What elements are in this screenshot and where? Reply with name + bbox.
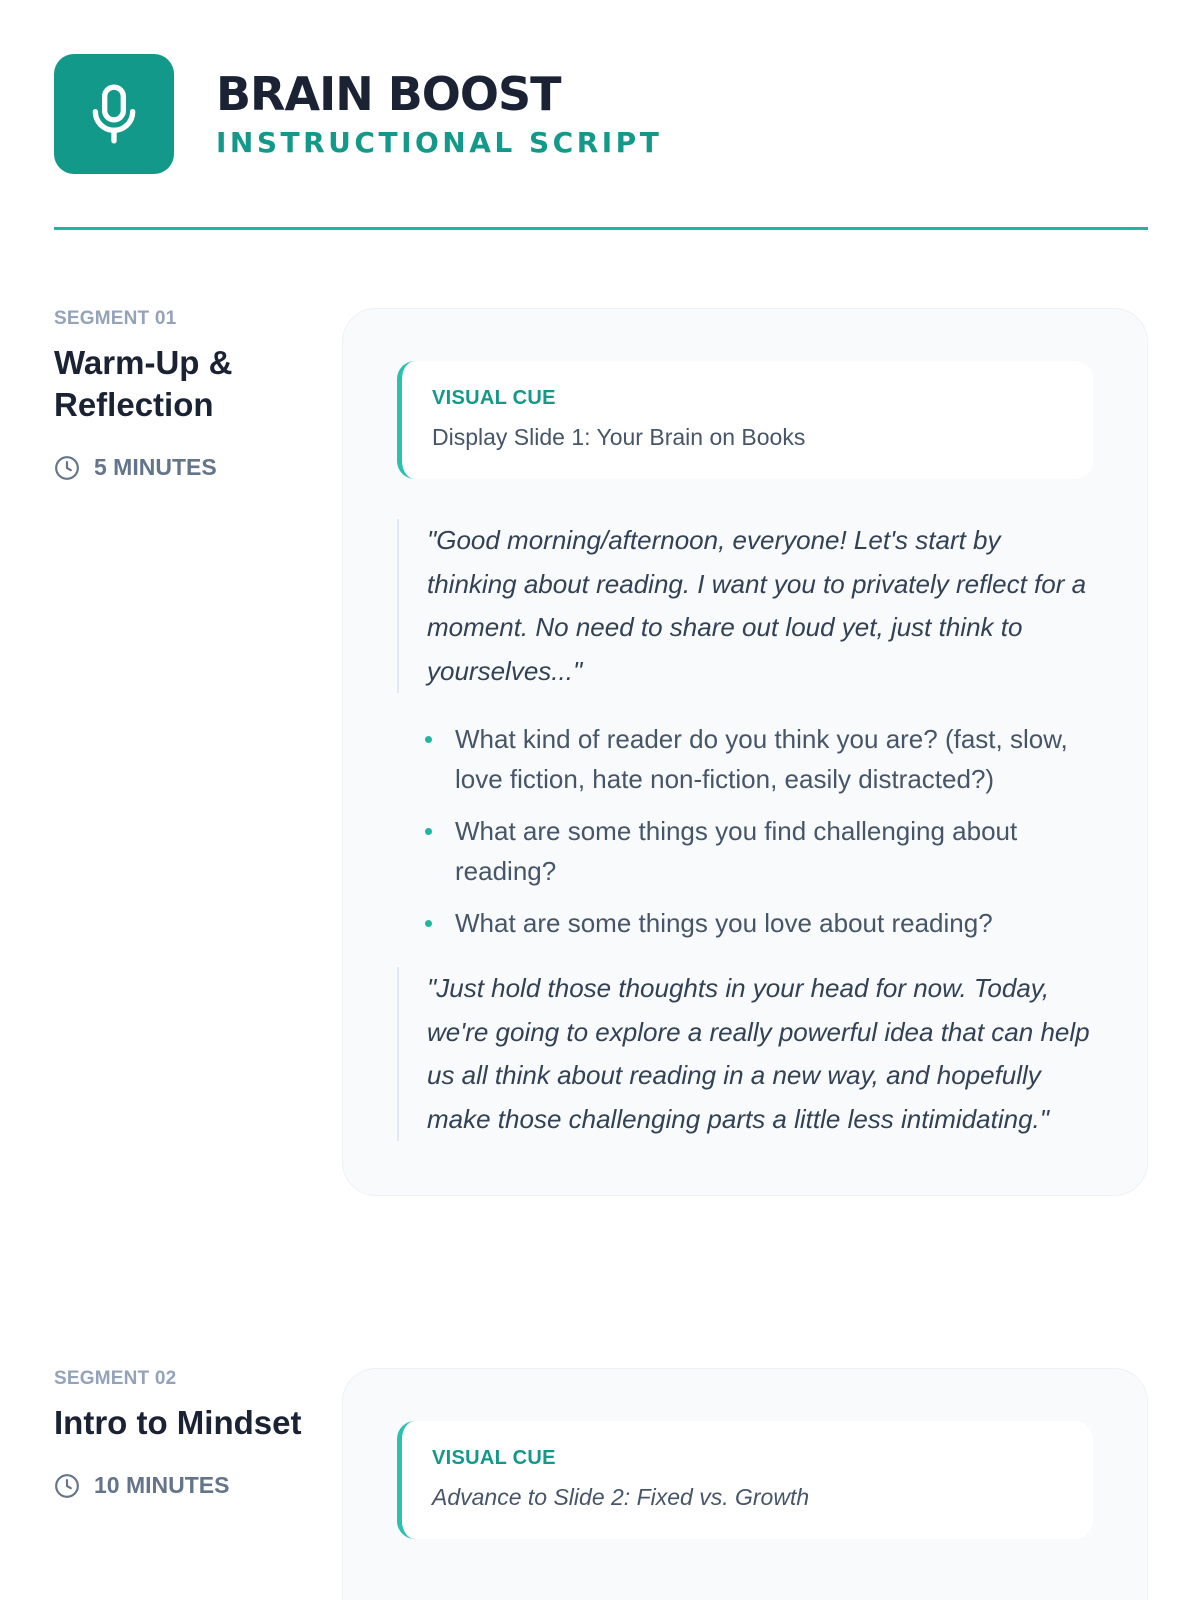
list-item: What kind of reader do you think you are? (fast, slow, love fiction, hate non-fiction, easily distracted?) xyxy=(425,719,1093,799)
clock-icon xyxy=(54,1473,80,1499)
script-quote: "Good morning/afternoon, everyone! Let's start by thinking about reading. I want you to privately reflect for a moment. No need to share out loud yet, just think to yourselves..." xyxy=(397,519,1093,693)
segment-duration xyxy=(54,1472,314,1499)
page-subtitle: INSTRUCTIONAL SCRIPT xyxy=(216,126,663,159)
segment-sidebar xyxy=(54,308,314,481)
clock-icon xyxy=(54,455,80,481)
visual-cue-label: VISUAL CUE xyxy=(432,387,556,409)
reflection-questions xyxy=(397,719,1093,943)
visual-cue-label: VISUAL CUE xyxy=(432,1447,556,1469)
visual-cue-text: Display Slide 1: Your Brain on Books xyxy=(432,424,806,450)
segment-title: Intro to Mindset xyxy=(54,1404,302,1441)
segment-number: SEGMENT 02 xyxy=(54,1368,177,1389)
script-card xyxy=(342,308,1148,1196)
microphone-icon xyxy=(86,83,142,145)
duration-label: 10 MINUTES xyxy=(94,1472,230,1498)
segment-sidebar xyxy=(54,1368,314,1499)
script-quote: "Just hold those thoughts in your head for now. Today, we're going to explore a really powerful idea that can help us all think about reading in a new way, and hopefully make those challenging parts a little less intimidating." xyxy=(397,967,1093,1141)
duration-label: 5 MINUTES xyxy=(94,454,217,480)
visual-cue xyxy=(397,1421,1093,1539)
list-item: What are some things you love about reading? xyxy=(425,903,1093,943)
logo xyxy=(54,54,174,174)
page-title: BRAIN BOOST xyxy=(216,67,561,121)
header xyxy=(54,54,662,174)
script-card xyxy=(342,1368,1148,1600)
brand xyxy=(216,67,663,159)
segment-number: SEGMENT 01 xyxy=(54,308,177,329)
visual-cue xyxy=(397,361,1093,479)
segment-title: Warm-Up & Reflection xyxy=(54,344,233,423)
header-divider xyxy=(54,227,1148,230)
list-item: What are some things you find challenging about reading? xyxy=(425,811,1093,891)
visual-cue-text: Advance to Slide 2: Fixed vs. Growth xyxy=(432,1484,810,1510)
segment-duration xyxy=(54,454,314,481)
